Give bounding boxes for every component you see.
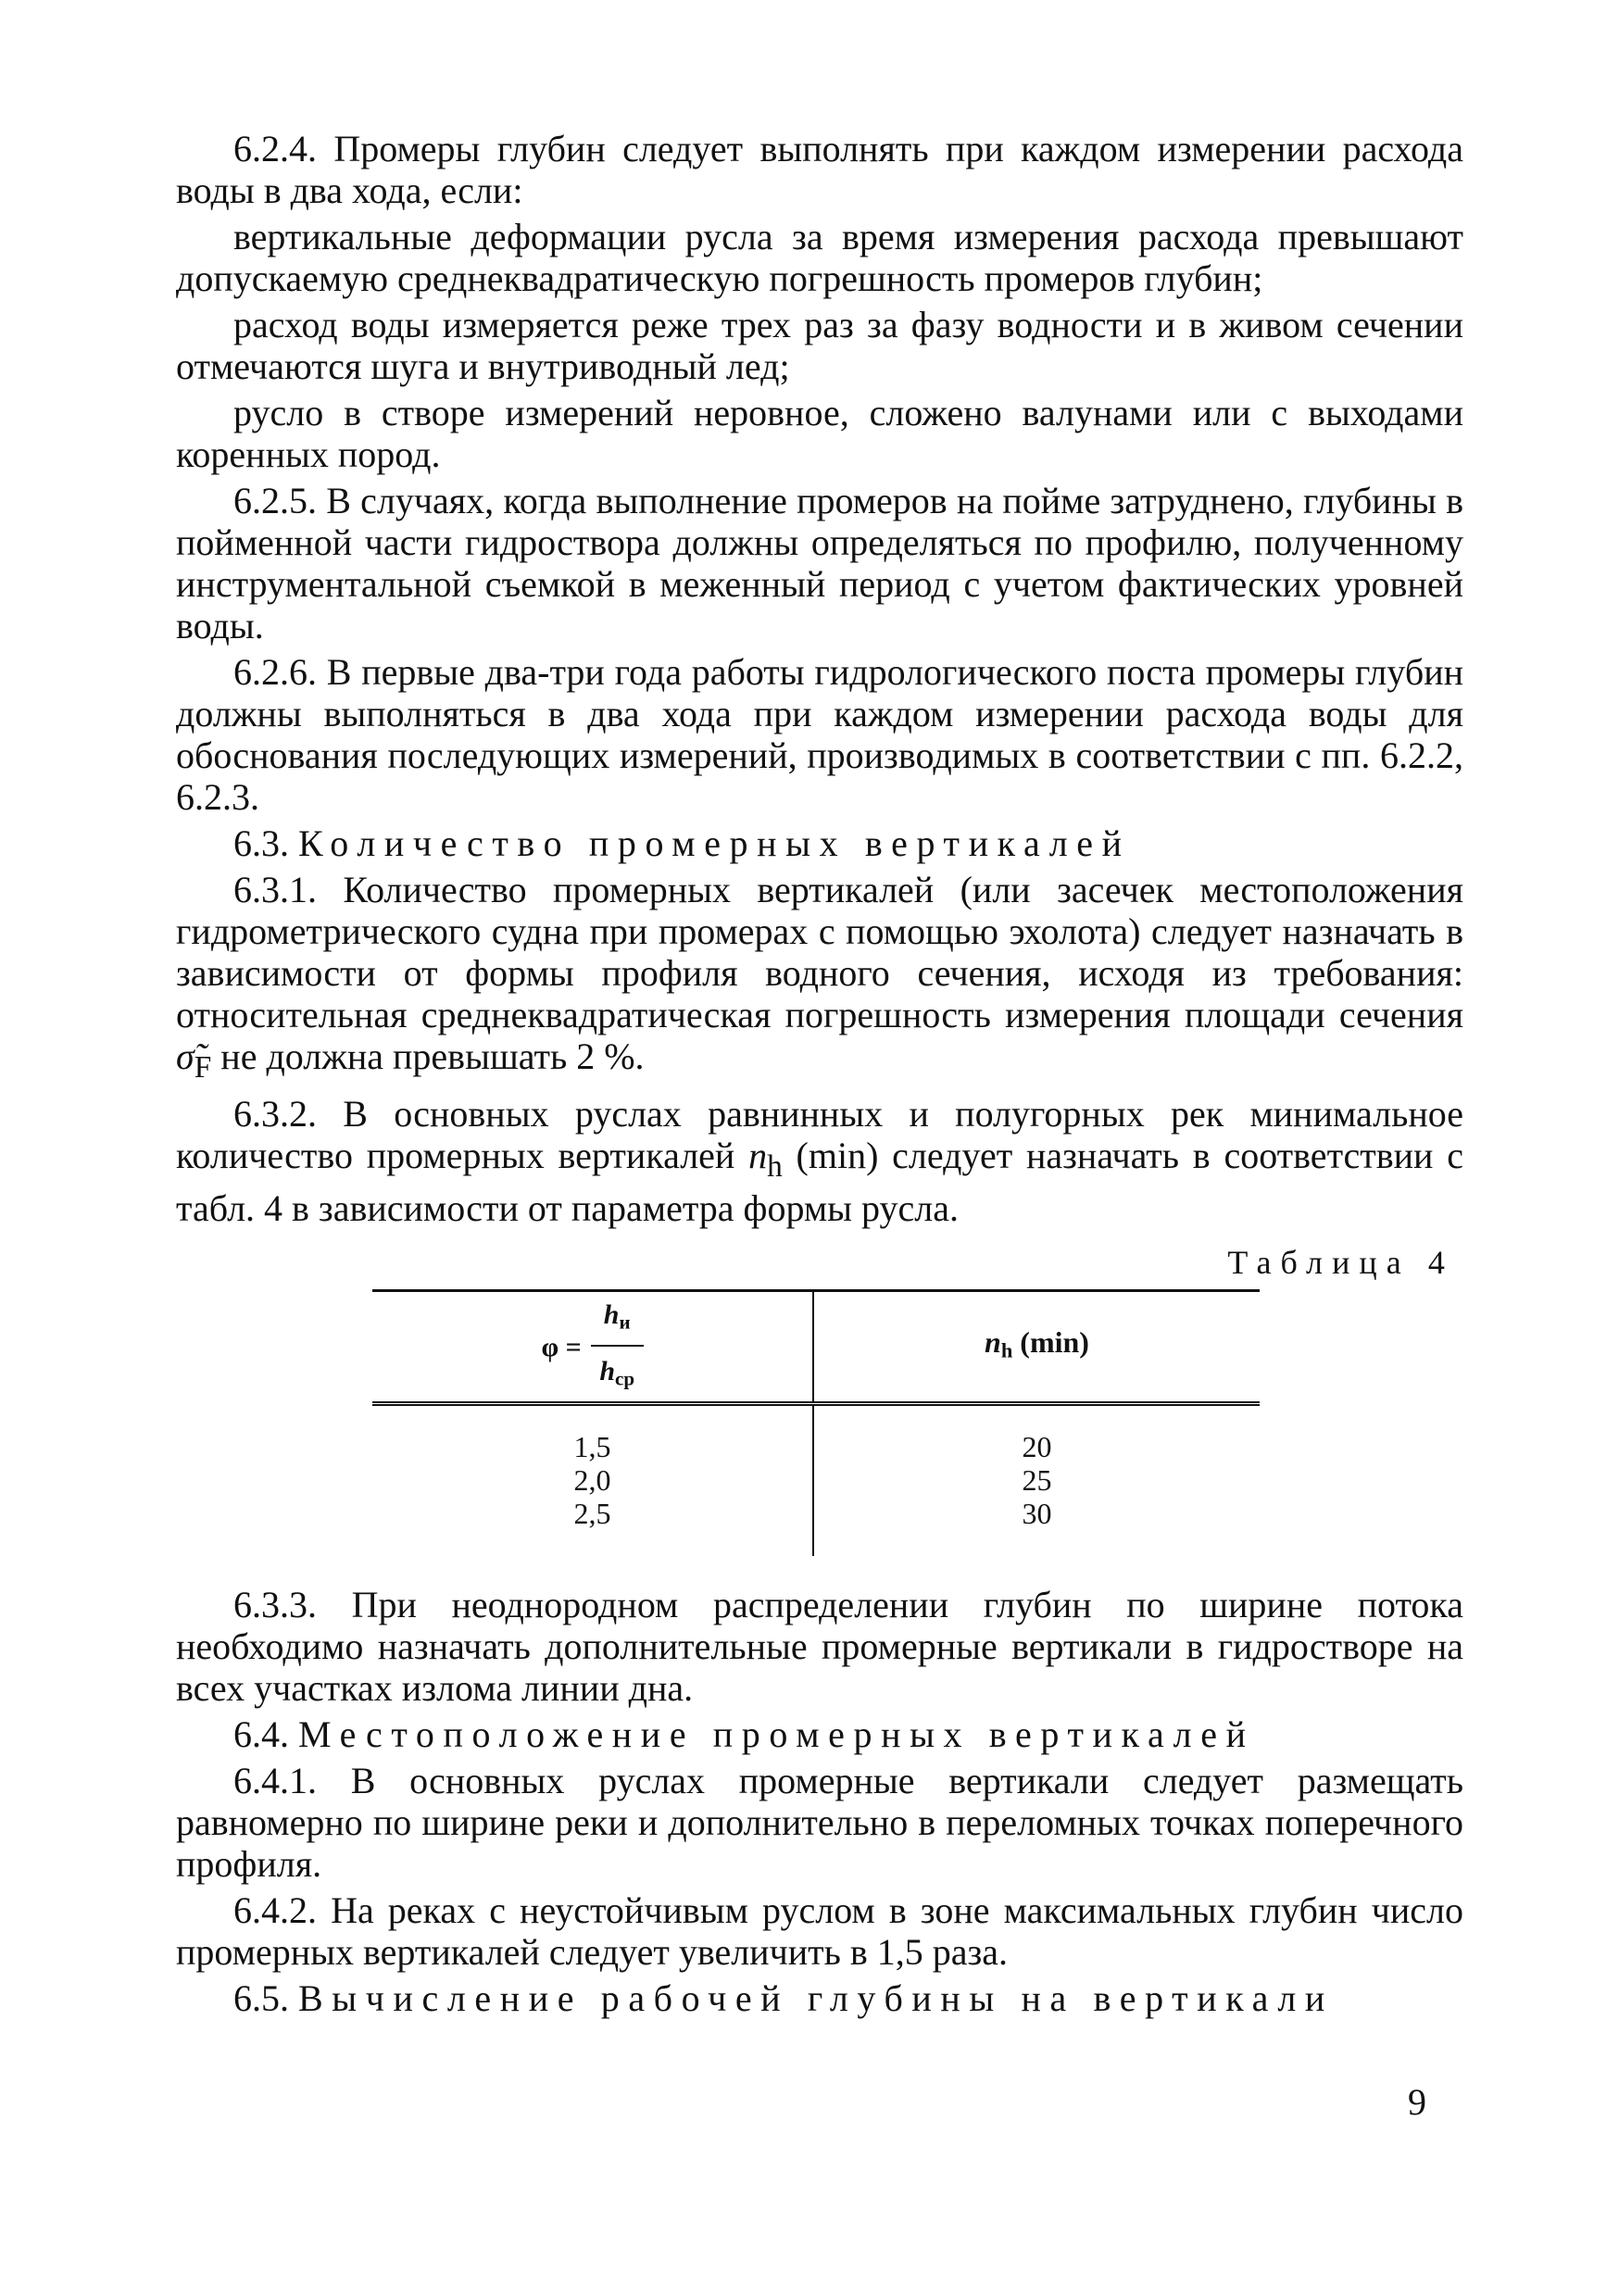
fraction-numerator: $h_и$ (591, 1294, 644, 1347)
paragraph-text: 6.3.2. В основных руслах равнинных и полугорных рек минимальное количество промерных вертикалей (176, 1093, 1463, 1176)
section-title: Количество промерных вертикалей (298, 822, 1131, 864)
section-heading-6-4 (176, 1713, 1463, 1755)
paragraph-text-end: (min) следует назначать в соответствии с табл. 4 в зависимости от параметра формы русла. (176, 1135, 1463, 1229)
sigma-symbol: σ̃ (176, 1035, 195, 1077)
paragraph-6-2-4-condition-2: расход воды измеряется реже трех раз за фазу водности и в живом сечении отмечаются шуга и внутриводный лед; (176, 304, 1463, 387)
cell-phi: 1,5 (372, 1404, 813, 1464)
paragraph-text-end: не должна превышать 2 %. (211, 1035, 645, 1077)
paragraph-6-4-2: 6.4.2. На реках с неустойчивым руслом в зоне максимальных глубин число промерных вертикалей следует увеличить в 1,5 раза. (176, 1889, 1463, 1973)
paragraph-6-2-6: 6.2.6. В первые два-три года работы гидрологического поста промеры глубин должны выполняться в два хода при каждом измерении расхода воды для обоснования последующих измерений, производимых в соответствии с пп. 6.2.2, 6.2.3. (176, 651, 1463, 818)
cell-phi: 2,5 (372, 1497, 813, 1556)
n-subscript: h (767, 1149, 783, 1184)
section-title: Местоположение промерных вертикалей (298, 1713, 1255, 1755)
paragraph-6-3-2 (176, 1093, 1463, 1229)
table-row (372, 1404, 1260, 1464)
section-number: 6.4. (233, 1713, 289, 1755)
cell-n: 30 (1022, 1497, 1052, 1530)
paragraph-6-3-3: 6.3.3. При неоднородном распределении глубин по ширине потока необходимо назначать дополнительные промерные вертикали в гидростворе на всех участках излома линии дна. (176, 1584, 1463, 1709)
paragraph-text: 6.3.1. Количество промерных вертикалей (или засечек местоположения гидрометрического судна при промерах с помощью эхолота) следует назначать в зависимости от формы профиля водного сечения, исходя из требования: относительная среднеквадратическая погрешность измерения площади сечения (176, 869, 1463, 1035)
cell-n: 20 (1022, 1430, 1052, 1463)
section-heading-6-3 (176, 822, 1463, 864)
header-n-min: $n_h$ (min) (813, 1291, 1260, 1404)
phi-label: φ = (541, 1331, 582, 1362)
table-row (372, 1497, 1260, 1556)
section-number: 6.5. (233, 1977, 289, 2019)
table-header-row (372, 1291, 1260, 1404)
paragraph-6-2-4-condition-3: русло в створе измерений неровное, сложено валунами или с выходами коренных пород. (176, 392, 1463, 475)
paragraph-6-2-4-condition-1: вертикальные деформации русла за время измерения расхода превышают допускаемую среднеквадратическую погрешность промеров глубин; (176, 216, 1463, 299)
n-symbol: n (748, 1135, 768, 1176)
section-title: Вычисление рабочей глубины на вертикали (298, 1977, 1334, 2019)
header-phi (372, 1291, 813, 1404)
paragraph-6-4-1: 6.4.1. В основных руслах промерные вертикали следует размещать равномерно по ширине реки и дополнительно в переломных точках поперечного профиля. (176, 1760, 1463, 1885)
sigma-subscript: F (194, 1050, 212, 1085)
phi-formula (541, 1294, 643, 1400)
paragraph-6-2-5: 6.2.5. В случаях, когда выполнение промеров на пойме затруднено, глубины в пойменной части гидроствора должны определяться по профилю, полученному инструментальной съемкой в меженный период с учетом фактических уровней воды. (176, 480, 1463, 646)
section-heading-6-5 (176, 1977, 1463, 2019)
cell-n: 25 (1022, 1463, 1052, 1497)
paragraph-6-3-1 (176, 869, 1463, 1088)
cell-phi: 2,0 (372, 1463, 813, 1497)
table-caption: Таблица 4 (1227, 1244, 1454, 1281)
fraction-denominator: $h_{ср}$ (599, 1356, 634, 1390)
page-number: 9 (1408, 2081, 1426, 2123)
paragraph-6-2-4: 6.2.4. Промеры глубин следует выполнять при каждом измерении расхода воды в два хода, если: (176, 128, 1463, 211)
table-4 (372, 1289, 1260, 1556)
fraction (591, 1294, 644, 1400)
section-number: 6.3. (233, 822, 289, 864)
table-row (372, 1463, 1260, 1497)
body-text (176, 128, 1463, 2024)
